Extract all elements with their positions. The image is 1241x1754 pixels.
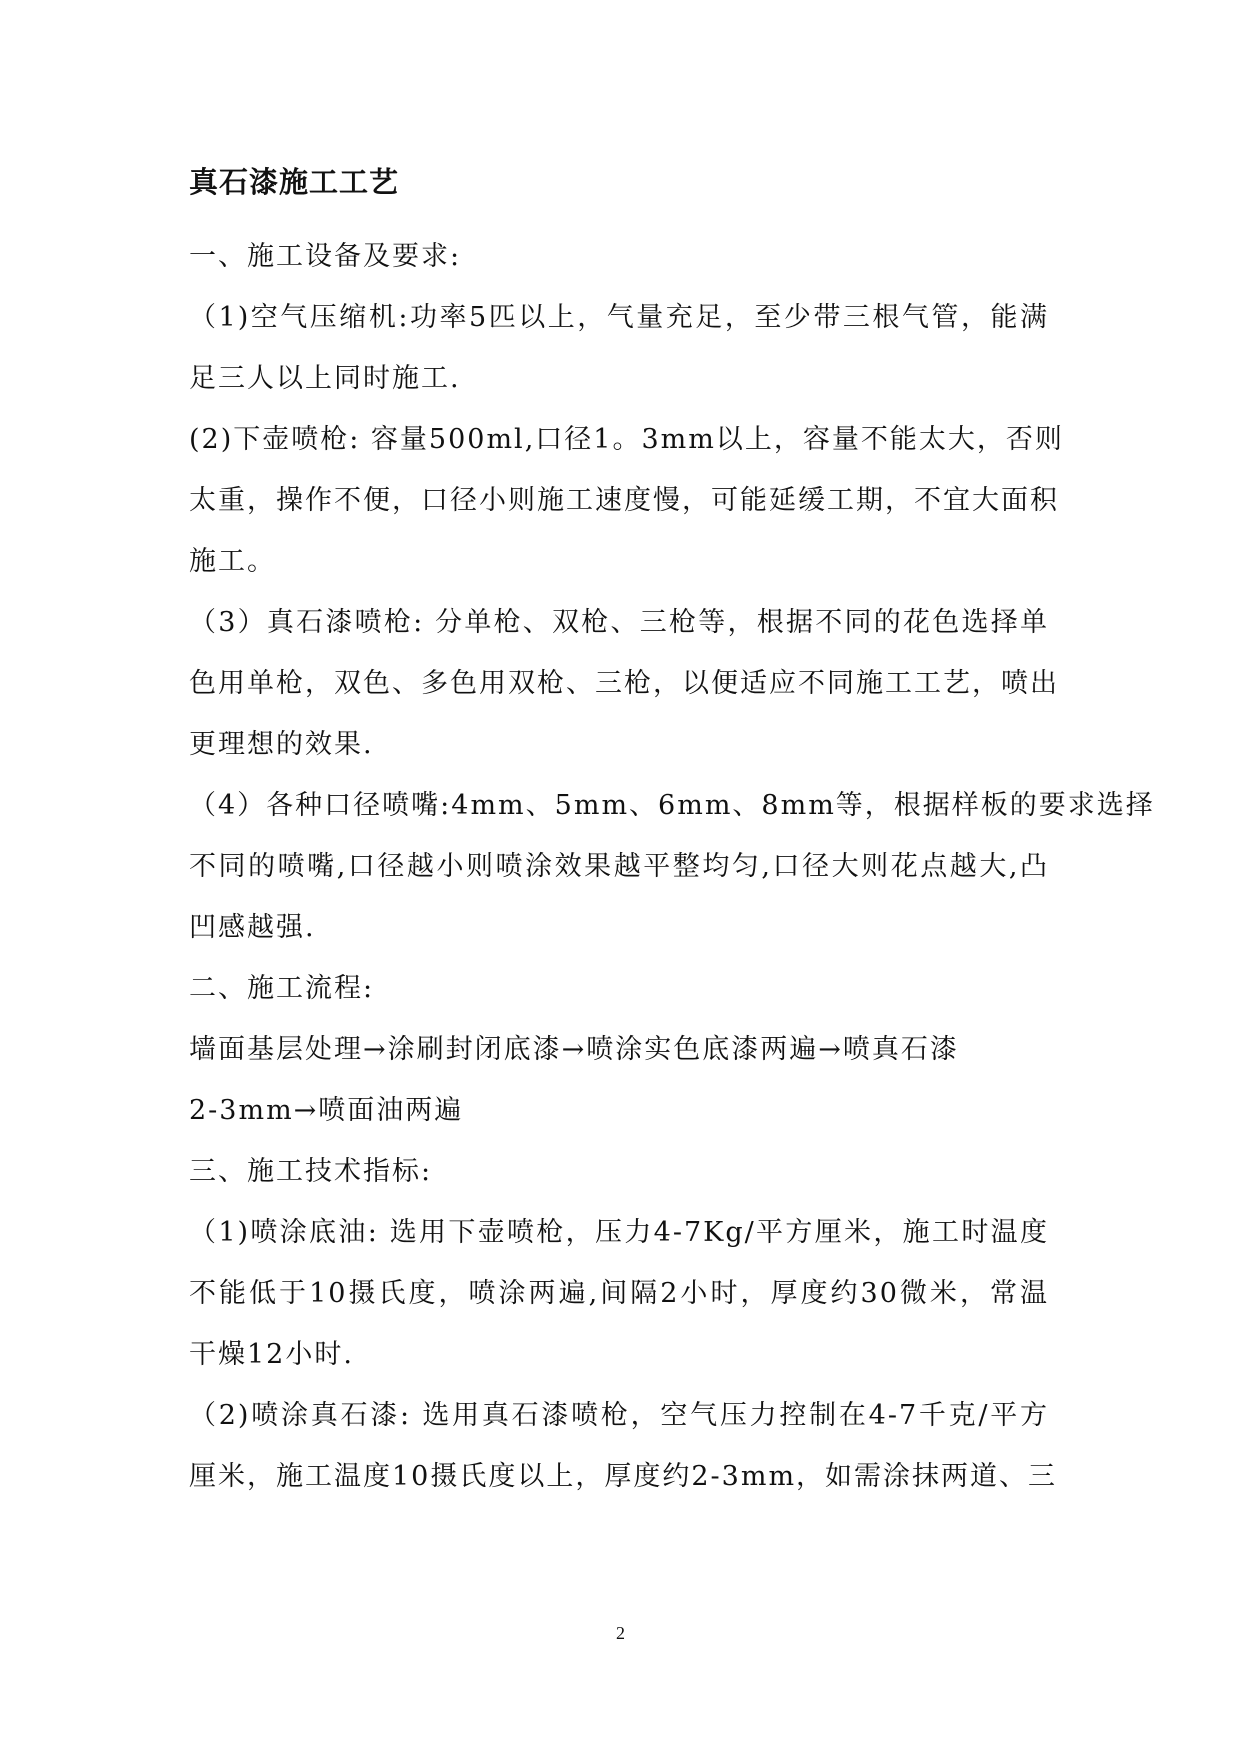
paragraph-line: 太重，操作不便，口径小则施工速度慢，可能延缓工期，不宜大面积 bbox=[189, 485, 1059, 516]
paragraph-line: 足三人以上同时施工. bbox=[189, 363, 461, 394]
paragraph-line: 厘米，施工温度10摄氏度以上，厚度约2-3mm，如需涂抹两道、三 bbox=[189, 1461, 1058, 1492]
document-body bbox=[189, 160, 1155, 1507]
paragraph-line: 墙面基层处理→涂刷封闭底漆→喷涂实色底漆两遍→喷真石漆 bbox=[189, 1034, 959, 1065]
paragraph-line: （1)空气压缩机:功率5匹以上，气量充足，至少带三根气管，能满 bbox=[189, 302, 1049, 333]
paragraph-line: (2)下壶喷枪: 容量500ml,口径1。3mm以上，容量不能太大，否则 bbox=[189, 424, 1064, 455]
page-number: 2 bbox=[616, 1623, 625, 1643]
document-title: 真石漆施工工艺 bbox=[189, 165, 400, 199]
section-heading-equipment: 一、施工设备及要求: bbox=[189, 241, 462, 272]
section-heading-technical-indicators: 三、施工技术指标: bbox=[189, 1156, 433, 1187]
section-heading-process: 二、施工流程: bbox=[189, 973, 375, 1004]
paragraph-line: 色用单枪，双色、多色用双枪、三枪，以便适应不同施工工艺，喷出 bbox=[189, 668, 1059, 699]
paragraph-line: （3）真石漆喷枪: 分单枪、双枪、三枪等，根据不同的花色选择单 bbox=[189, 607, 1049, 638]
paragraph-line: 施工。 bbox=[189, 546, 276, 577]
paragraph-line: 干燥12小时. bbox=[189, 1339, 354, 1370]
paragraph-line: （1)喷涂底油: 选用下壶喷枪，压力4-7Kg/平方厘米，施工时温度 bbox=[189, 1217, 1049, 1248]
paragraph-line: 2-3mm→喷面油两遍 bbox=[189, 1095, 464, 1126]
paragraph-line: （2)喷涂真石漆: 选用真石漆喷枪，空气压力控制在4-7千克/平方 bbox=[189, 1400, 1049, 1431]
paragraph-line: （4）各种口径喷嘴:4mm、5mm、6mm、8mm等，根据样板的要求选择 bbox=[189, 790, 1155, 821]
paragraph-line: 不同的喷嘴,口径越小则喷涂效果越平整均匀,口径大则花点越大,凸 bbox=[189, 851, 1049, 882]
paragraph-line: 不能低于10摄氏度，喷涂两遍,间隔2小时，厚度约30微米，常温 bbox=[189, 1278, 1049, 1309]
paragraph-line: 凹感越强. bbox=[189, 912, 316, 943]
paragraph-line: 更理想的效果. bbox=[189, 729, 374, 760]
